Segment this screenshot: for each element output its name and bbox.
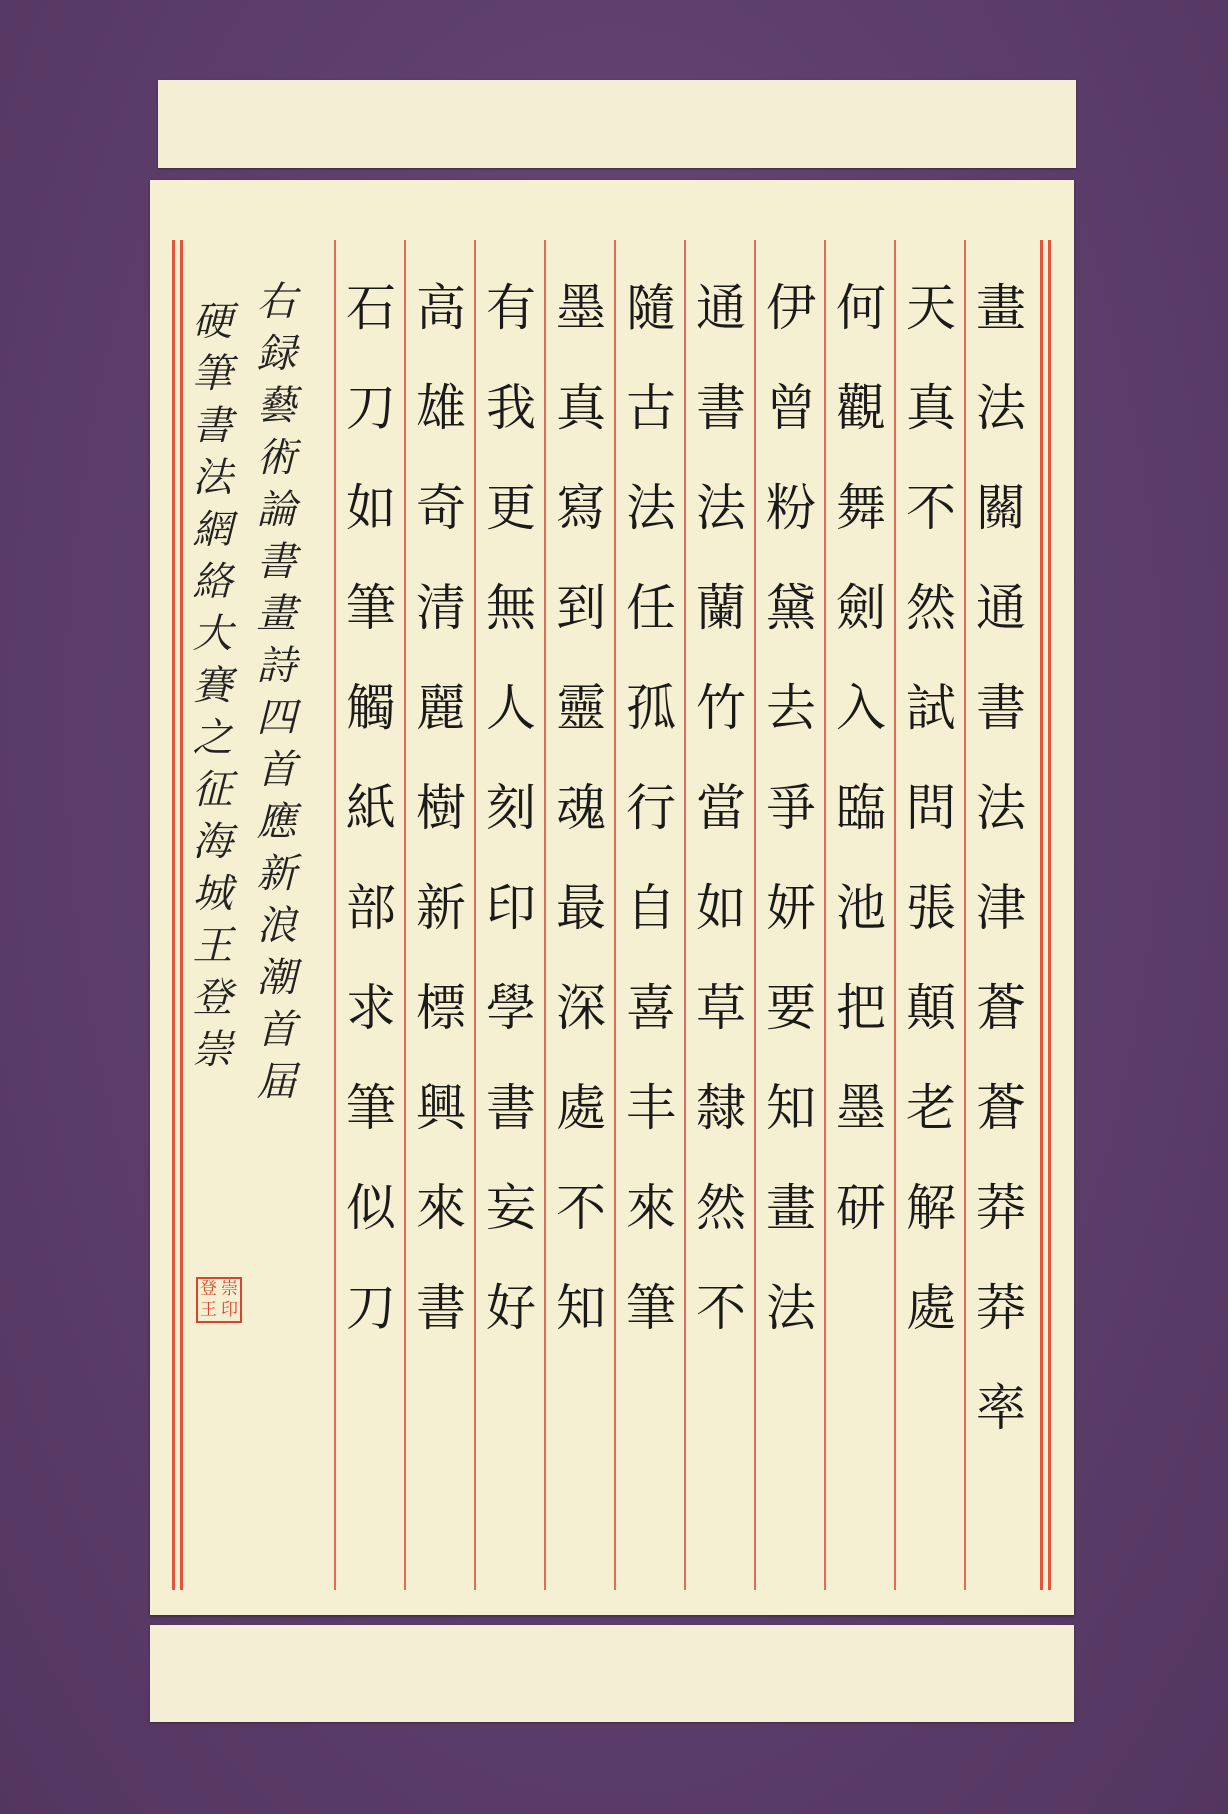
text-column-7 (550, 258, 612, 1568)
ruled-line (334, 240, 336, 1590)
calligraphy-character: 臨 (836, 779, 886, 837)
ruled-line (684, 240, 686, 1590)
calligraphy-character: 書 (976, 679, 1026, 737)
calligraphy-character: 似 (346, 1179, 396, 1237)
calligraphy-character: 天 (906, 279, 956, 337)
calligraphy-character: 法 (976, 379, 1026, 437)
calligraphy-character: 莽 (976, 1179, 1026, 1237)
calligraphy-character: 部 (346, 879, 396, 937)
calligraphy-character: 求 (346, 979, 396, 1037)
calligraphy-character: 魂 (556, 779, 606, 837)
calligraphy-character: 張 (906, 879, 956, 937)
ruled-line (544, 240, 546, 1590)
calligraphy-character: 舞 (836, 479, 886, 537)
calligraphy-character: 孤 (626, 679, 676, 737)
calligraphy-character: 處 (556, 1079, 606, 1137)
calligraphy-character: 研 (836, 1179, 886, 1237)
calligraphy-character: 粉 (766, 479, 816, 537)
calligraphy-character: 去 (766, 679, 816, 737)
calligraphy-character: 黛 (766, 579, 816, 637)
calligraphy-character: 法 (696, 479, 746, 537)
calligraphy-character: 刀 (346, 379, 396, 437)
text-column-6 (620, 258, 682, 1568)
calligraphy-character: 竹 (696, 679, 746, 737)
calligraphy-character: 津 (976, 879, 1026, 937)
calligraphy-character: 寫 (556, 479, 606, 537)
calligraphy-character: 學 (486, 979, 536, 1037)
calligraphy-character: 新 (416, 879, 466, 937)
calligraphy-character: 深 (556, 979, 606, 1037)
calligraphy-character: 法 (626, 479, 676, 537)
calligraphy-character: 曾 (766, 379, 816, 437)
calligraphy-character: 觀 (836, 379, 886, 437)
calligraphy-character: 入 (836, 679, 886, 737)
calligraphy-character: 書 (416, 1279, 466, 1337)
calligraphy-character: 書 (486, 1079, 536, 1137)
calligraphy-character: 然 (906, 579, 956, 637)
calligraphy-character: 畫 (766, 1179, 816, 1237)
calligraphy-character: 興 (416, 1079, 466, 1137)
calligraphy-character: 真 (906, 379, 956, 437)
calligraphy-character: 不 (556, 1179, 606, 1237)
calligraphy-character: 率 (976, 1379, 1026, 1437)
calligraphy-character: 何 (836, 279, 886, 337)
calligraphy-character: 奇 (416, 479, 466, 537)
calligraphy-character: 當 (696, 779, 746, 837)
calligraphy-character: 不 (906, 479, 956, 537)
calligraphy-character: 如 (696, 879, 746, 937)
ruled-line (172, 240, 175, 1590)
calligraphy-character: 筆 (346, 579, 396, 637)
calligraphy-character: 法 (976, 779, 1026, 837)
ruled-line (1040, 240, 1043, 1590)
calligraphy-character: 要 (766, 979, 816, 1037)
calligraphy-character: 通 (696, 279, 746, 337)
calligraphy-character: 妍 (766, 879, 816, 937)
ruled-line (404, 240, 406, 1590)
calligraphy-character: 爭 (766, 779, 816, 837)
ruled-line (964, 240, 966, 1590)
calligraphy-character: 紙 (346, 779, 396, 837)
calligraphy-character: 麗 (416, 679, 466, 737)
calligraphy-character: 老 (906, 1079, 956, 1137)
calligraphy-character: 伊 (766, 279, 816, 337)
calligraphy-character: 來 (416, 1179, 466, 1237)
calligraphy-character: 有 (486, 279, 536, 337)
calligraphy-character: 丰 (626, 1079, 676, 1137)
calligraphy-character: 真 (556, 379, 606, 437)
calligraphy-character: 清 (416, 579, 466, 637)
calligraphy-character: 刀 (346, 1279, 396, 1337)
calligraphy-character: 好 (486, 1279, 536, 1337)
calligraphy-character: 樹 (416, 779, 466, 837)
calligraphy-character: 莽 (976, 1279, 1026, 1337)
calligraphy-character: 如 (346, 479, 396, 537)
calligraphy-character: 石 (346, 279, 396, 337)
calligraphy-character: 到 (556, 579, 606, 637)
text-column-9 (410, 258, 472, 1568)
calligraphy-character: 蒼 (976, 1079, 1026, 1137)
calligraphy-character: 問 (906, 779, 956, 837)
calligraphy-character: 雄 (416, 379, 466, 437)
calligraphy-character: 我 (486, 379, 536, 437)
calligraphy-character: 無 (486, 579, 536, 637)
calligraphy-character: 最 (556, 879, 606, 937)
calligraphy-character: 把 (836, 979, 886, 1037)
calligraphy-character: 蒼 (976, 979, 1026, 1037)
calligraphy-character: 墨 (556, 279, 606, 337)
calligraphy-character: 知 (766, 1079, 816, 1137)
calligraphy-character: 解 (906, 1179, 956, 1237)
text-column-4 (760, 258, 822, 1568)
calligraphy-character: 高 (416, 279, 466, 337)
calligraphy-character: 來 (626, 1179, 676, 1237)
calligraphy-character: 草 (696, 979, 746, 1037)
bottom-paper-strip (150, 1625, 1074, 1722)
inscription-line-1: 右録藝術論書畫詩四首應新浪潮首届 (250, 280, 296, 1112)
calligraphy-character: 然 (696, 1179, 746, 1237)
calligraphy-character: 觸 (346, 679, 396, 737)
calligraphy-character: 印 (486, 879, 536, 937)
text-column-2 (900, 258, 962, 1568)
calligraphy-character: 自 (626, 879, 676, 937)
calligraphy-character: 知 (556, 1279, 606, 1337)
seal-char: 崇 (221, 1279, 238, 1299)
red-seal-stamp (196, 1277, 242, 1323)
calligraphy-character: 隨 (626, 279, 676, 337)
calligraphy-character: 刻 (486, 779, 536, 837)
ruled-line (614, 240, 616, 1590)
calligraphy-character: 更 (486, 479, 536, 537)
text-column-5 (690, 258, 752, 1568)
calligraphy-character: 筆 (346, 1079, 396, 1137)
text-column-1 (970, 258, 1032, 1568)
calligraphy-character: 試 (906, 679, 956, 737)
ruled-line (824, 240, 826, 1590)
seal-char: 登 (200, 1279, 217, 1299)
text-column-3 (830, 258, 892, 1568)
seal-char: 印 (221, 1300, 238, 1320)
calligraphy-character: 不 (696, 1279, 746, 1337)
calligraphy-character: 顛 (906, 979, 956, 1037)
calligraphy-character: 法 (766, 1279, 816, 1337)
calligraphy-character: 筆 (626, 1279, 676, 1337)
text-column-8 (480, 258, 542, 1568)
calligraphy-character: 通 (976, 579, 1026, 637)
calligraphy-character: 蘭 (696, 579, 746, 637)
calligraphy-character: 池 (836, 879, 886, 937)
calligraphy-character: 喜 (626, 979, 676, 1037)
calligraphy-character: 劍 (836, 579, 886, 637)
calligraphy-character: 行 (626, 779, 676, 837)
calligraphy-character: 墨 (836, 1079, 886, 1137)
calligraphy-character: 人 (486, 679, 536, 737)
calligraphy-sheet (150, 180, 1074, 1615)
inscription-line-2: 硬筆書法網絡大賽之征海城王登崇 (186, 300, 232, 1080)
calligraphy-character: 處 (906, 1279, 956, 1337)
top-paper-strip (158, 80, 1076, 168)
calligraphy-character: 任 (626, 579, 676, 637)
calligraphy-character: 隸 (696, 1079, 746, 1137)
calligraphy-character: 古 (626, 379, 676, 437)
ruled-line (1048, 240, 1051, 1590)
ruled-line (474, 240, 476, 1590)
ruled-line (894, 240, 896, 1590)
calligraphy-character: 書 (696, 379, 746, 437)
calligraphy-character: 標 (416, 979, 466, 1037)
seal-char: 王 (200, 1300, 217, 1320)
calligraphy-character: 畫 (976, 279, 1026, 337)
calligraphy-character: 關 (976, 479, 1026, 537)
text-column-10 (340, 258, 402, 1568)
calligraphy-character: 靈 (556, 679, 606, 737)
calligraphy-character: 妄 (486, 1179, 536, 1237)
ruled-line (754, 240, 756, 1590)
